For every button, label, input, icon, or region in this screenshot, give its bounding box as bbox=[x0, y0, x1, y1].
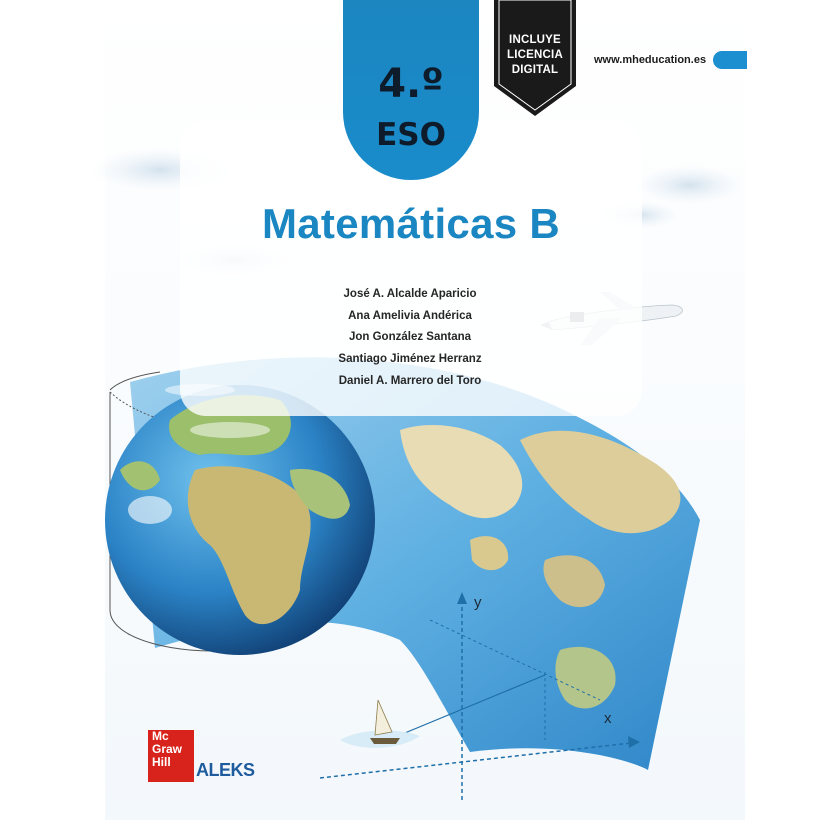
author-name: Santiago Jiménez Herranz bbox=[338, 353, 482, 366]
book-title: Matemáticas B bbox=[261, 200, 561, 247]
digital-license-badge bbox=[494, 0, 576, 116]
publisher-logo-line-2: Graw bbox=[152, 742, 183, 756]
y-axis-label: y bbox=[474, 594, 482, 611]
x-axis-label: x bbox=[604, 710, 612, 727]
website-accent-pill bbox=[713, 51, 747, 69]
grade-number: 4.º bbox=[378, 61, 444, 107]
aleks-logo: ALEKS bbox=[196, 760, 255, 780]
author-list bbox=[260, 284, 560, 393]
globe-illustration bbox=[105, 384, 375, 655]
mcgraw-hill-logo bbox=[148, 730, 194, 782]
author-name: Daniel A. Marrero del Toro bbox=[338, 374, 482, 387]
author-name: Jon González Santana bbox=[348, 331, 472, 344]
publisher-logo-line-1: Mc bbox=[152, 729, 169, 743]
grade-tab bbox=[343, 0, 479, 180]
author-name: José A. Alcalde Aparicio bbox=[343, 288, 477, 300]
badge-line-3: DIGITAL bbox=[511, 64, 559, 76]
badge-line-2: LICENCIA bbox=[507, 49, 563, 61]
website-url: www.mheducation.es bbox=[594, 54, 707, 66]
publisher-logo-line-3: Hill bbox=[152, 755, 171, 769]
badge-line-1: INCLUYE bbox=[509, 34, 561, 46]
author-name: Ana Amelivia Andérica bbox=[348, 309, 472, 322]
education-level: ESO bbox=[376, 117, 446, 153]
